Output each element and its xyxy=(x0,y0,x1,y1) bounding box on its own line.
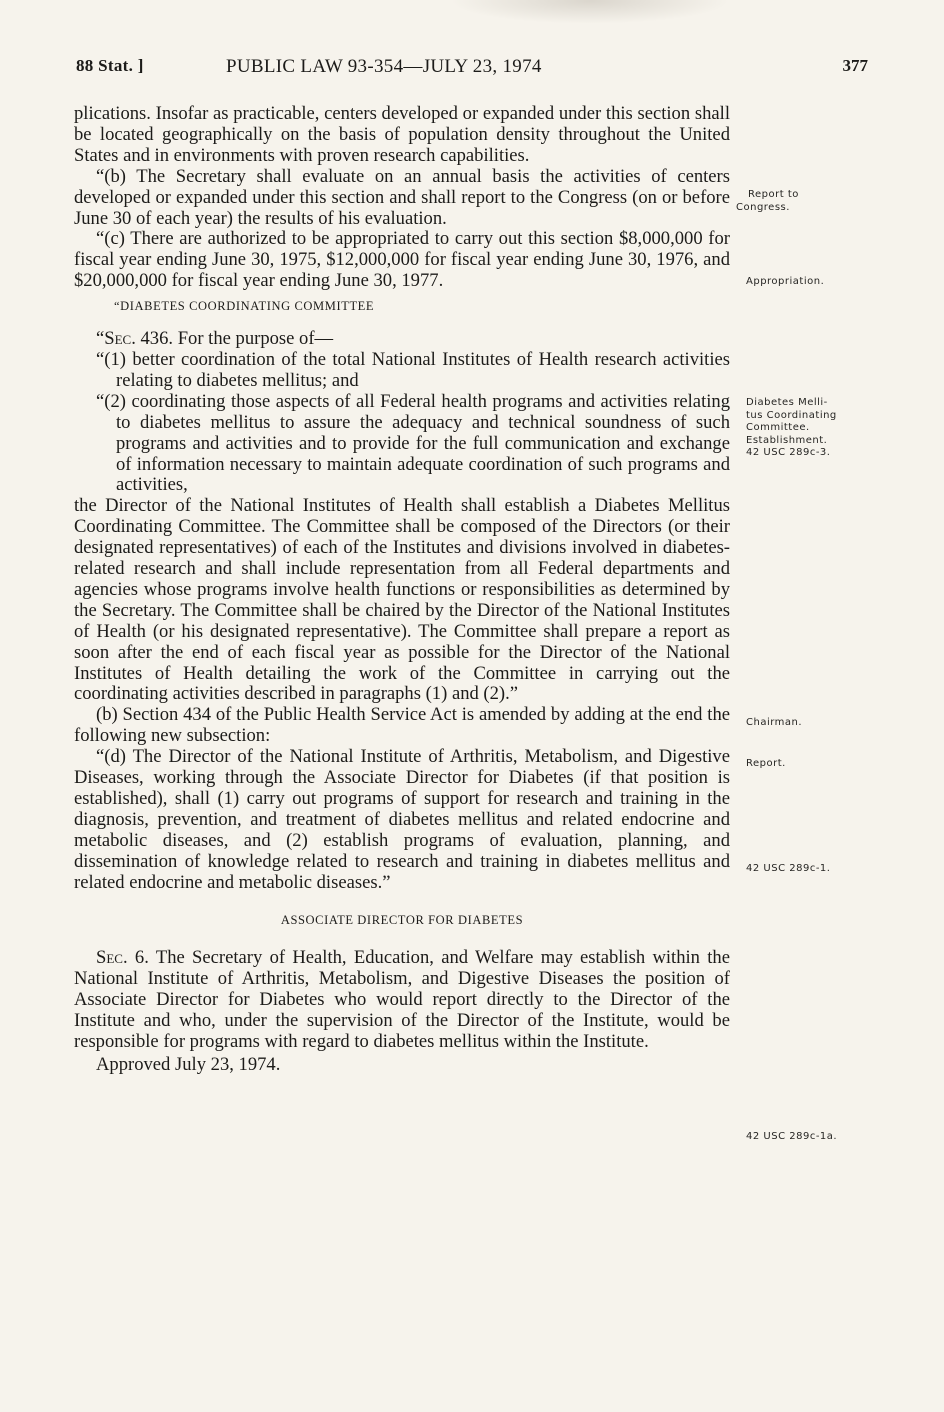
page-number: 377 xyxy=(842,56,868,75)
margin-note-diabetes-committee xyxy=(746,397,871,460)
section-436-text: 436. For the purpose of— xyxy=(135,328,334,350)
margin-note-line: Chairman. xyxy=(746,717,803,728)
margin-note-line: 42 USC 289c-3. xyxy=(746,447,831,458)
margin-note-line: Appropriation. xyxy=(746,276,825,287)
section-6 xyxy=(74,948,730,1053)
paragraph-director-establish: the Director of the National Institutes of Health shall establish a Diabetes Mellitus Coordinating Committee. The Committee shall be composed of the Directors (or their designated representatives) of each of the Institutes and divisions involved in diabetes-related research and shall include representation from all Federal departments and agencies whose programs involve health functions or responsibilities as determined by the Secretary. The Committee shall be chaired by the Director of the National Institutes of Health (or his designated representative). The Committee shall prepare a report as soon after the end of each fiscal year as possible for the Director of the National Institutes of Health detailing the work of the Committee in carrying out the coordinating activities described in paragraphs (1) and (2).” xyxy=(74,495,730,705)
margin-note-line: Report to xyxy=(748,189,799,200)
approved-date: Approved July 23, 1974. xyxy=(96,1053,281,1075)
page-title: PUBLIC LAW 93-354—JULY 23, 1974 xyxy=(226,56,542,77)
margin-note-line: 42 USC 289c-1. xyxy=(746,863,831,874)
list-item-1: “(1) better coordination of the total National Institutes of Health research activities relating to diabetes mellitus; and xyxy=(96,348,730,391)
section-6-text: 6. The Secretary of Health, Education, and Welfare may establish within the National Institute of Arthritis, Metabolism, and Digestive Diseases the position of Associate Director for Diabetes who would report directly to the Director of the Institute and who, under the supervision of the Director of the Institute, would be responsible for programs with regard to diabetes mellitus within the Institute. xyxy=(74,947,730,1053)
paragraph-b-evaluation: “(b) The Secretary shall evaluate on an annual basis the activities of centers developed or expanded under this section and shall report to the Congress (on or before June 30 of each year) the results of his evaluation. xyxy=(74,165,730,229)
margin-note-line: tus Coordinating xyxy=(746,409,837,421)
margin-note-line: Committee. xyxy=(746,422,810,433)
margin-note-line: 42 USC 289c-1a. xyxy=(746,1131,838,1142)
margin-note-line: Diabetes Melli- xyxy=(746,397,828,408)
margin-note-usc-289c-1 xyxy=(746,863,871,876)
margin-note-chairman xyxy=(746,717,871,730)
margin-note-report xyxy=(746,758,871,771)
margin-note-report-to-congress xyxy=(736,189,861,214)
paragraph-c-appropriation: “(c) There are authorized to be appropriated to carry out this section $8,000,000 for fiscal year ending June 30, 1975, $12,000,000 for fiscal year ending June 30, 1976, and $20,000,000 for fiscal year ending June 30, 1977. xyxy=(74,228,730,292)
list-item-2: “(2) coordinating those aspects of all Federal health programs and activities relating to diabetes mellitus to assure the adequacy and technical soundness of such programs and activities and to provide for the full communication and exchange of information necessary to maintain adequate coordination of such programs and activities, xyxy=(96,390,730,496)
heading-diabetes-coordinating-committee: “DIABETES COORDINATING COMMITTEE xyxy=(114,299,375,314)
section-436-intro xyxy=(74,329,730,350)
margin-note-line: Establishment. xyxy=(746,434,828,446)
section-label: Sec. xyxy=(96,947,128,969)
margin-note-line: Congress. xyxy=(736,201,790,213)
paragraph-b-section-434: (b) Section 434 of the Public Health Service Act is amended by adding at the end the following new subsection: xyxy=(74,704,730,747)
section-label: “Sec. xyxy=(96,328,136,350)
statute-reference: 88 Stat. ] xyxy=(76,56,144,75)
margin-note-line: Report. xyxy=(746,758,786,769)
paper-stain xyxy=(450,0,730,24)
margin-note-appropriation xyxy=(746,276,871,289)
paragraph-plications: plications. Insofar as practicable, centers developed or expanded under this section shall be located geographically on the basis of population density throughout the United States and in environments with proven research capabilities. xyxy=(74,103,730,166)
heading-associate-director: ASSOCIATE DIRECTOR FOR DIABETES xyxy=(280,912,524,927)
page-header xyxy=(76,56,868,82)
paragraph-d-director: “(d) The Director of the National Institute of Arthritis, Metabolism, and Digestive Diseases, working through the Associate Director for Diabetes (if that position is established), shall (1) carry out programs of support for research and training in the diagnosis, prevention, and treatment of diabetes mellitus and related endocrine and metabolic diseases, and (2) establish programs of evaluation, planning, and dissemination of knowledge related to research and training in diabetes mellitus and related endocrine and metabolic diseases.” xyxy=(74,746,730,893)
margin-note-usc-289c-1a xyxy=(746,1131,871,1144)
law-text xyxy=(74,104,730,1076)
